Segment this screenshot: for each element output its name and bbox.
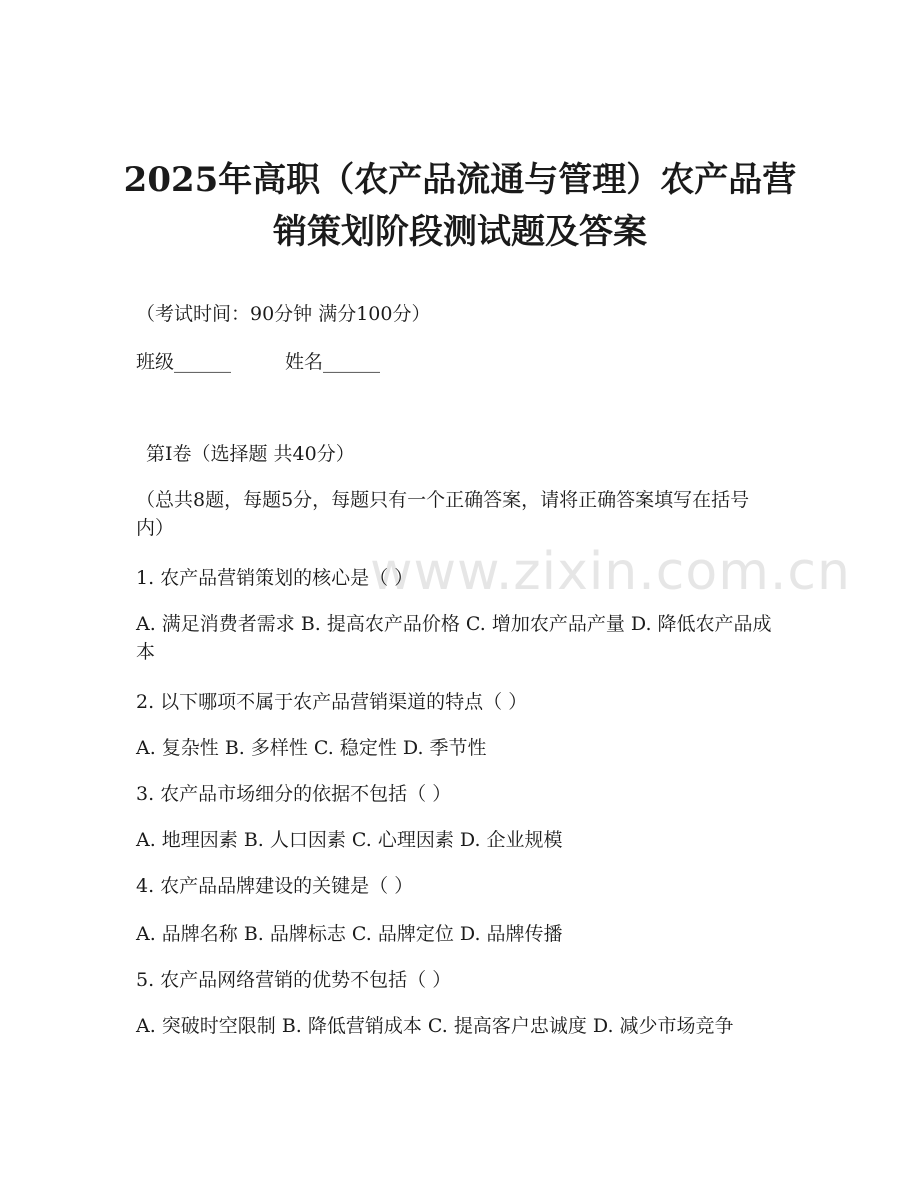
question-3-stem: 3. 农产品市场细分的依据不包括（ ） (136, 783, 452, 805)
question-5-stem: 5. 农产品网络营销的优势不包括（ ） (136, 969, 452, 991)
question-5-options: A. 突破时空限制 B. 降低营销成本 C. 提高客户忠诚度 D. 减少市场竞争 (136, 1015, 734, 1037)
question-1-options: A. 满足消费者需求 B. 提高农产品价格 C. 增加农产品产量 D. 降低农产品成本 (136, 613, 772, 663)
question-4-options: A. 品牌名称 B. 品牌标志 C. 品牌定位 D. 品牌传播 (136, 923, 563, 945)
question-3-options: A. 地理因素 B. 人口因素 C. 心理因素 D. 企业规模 (136, 829, 563, 851)
question-2-stem: 2. 以下哪项不属于农产品营销渠道的特点（ ） (136, 691, 528, 713)
watermark-text: www.zixin.com.cn (370, 542, 851, 602)
class-field-label: 班级______ (136, 351, 232, 373)
exam-info: （考试时间：90分钟 满分100分） (136, 303, 431, 325)
student-info-row (136, 348, 380, 376)
document-title-line-1: 2025年高职（农产品流通与管理）农产品营 (123, 160, 797, 200)
question-4-stem: 4. 农产品品牌建设的关键是（ ） (136, 875, 414, 897)
question-2-options: A. 复杂性 B. 多样性 C. 稳定性 D. 季节性 (136, 737, 487, 759)
question-1-stem: 1. 农产品营销策划的核心是（ ） (136, 567, 414, 589)
section-title: 第Ⅰ卷（选择题 共40分） (146, 443, 355, 465)
name-field-label: 姓名______ (285, 351, 381, 373)
document-title-line-2: 销策划阶段测试题及答案 (273, 212, 647, 252)
section-instructions: （总共8题，每题5分，每题只有一个正确答案，请将正确答案填写在括号内） (136, 489, 750, 539)
